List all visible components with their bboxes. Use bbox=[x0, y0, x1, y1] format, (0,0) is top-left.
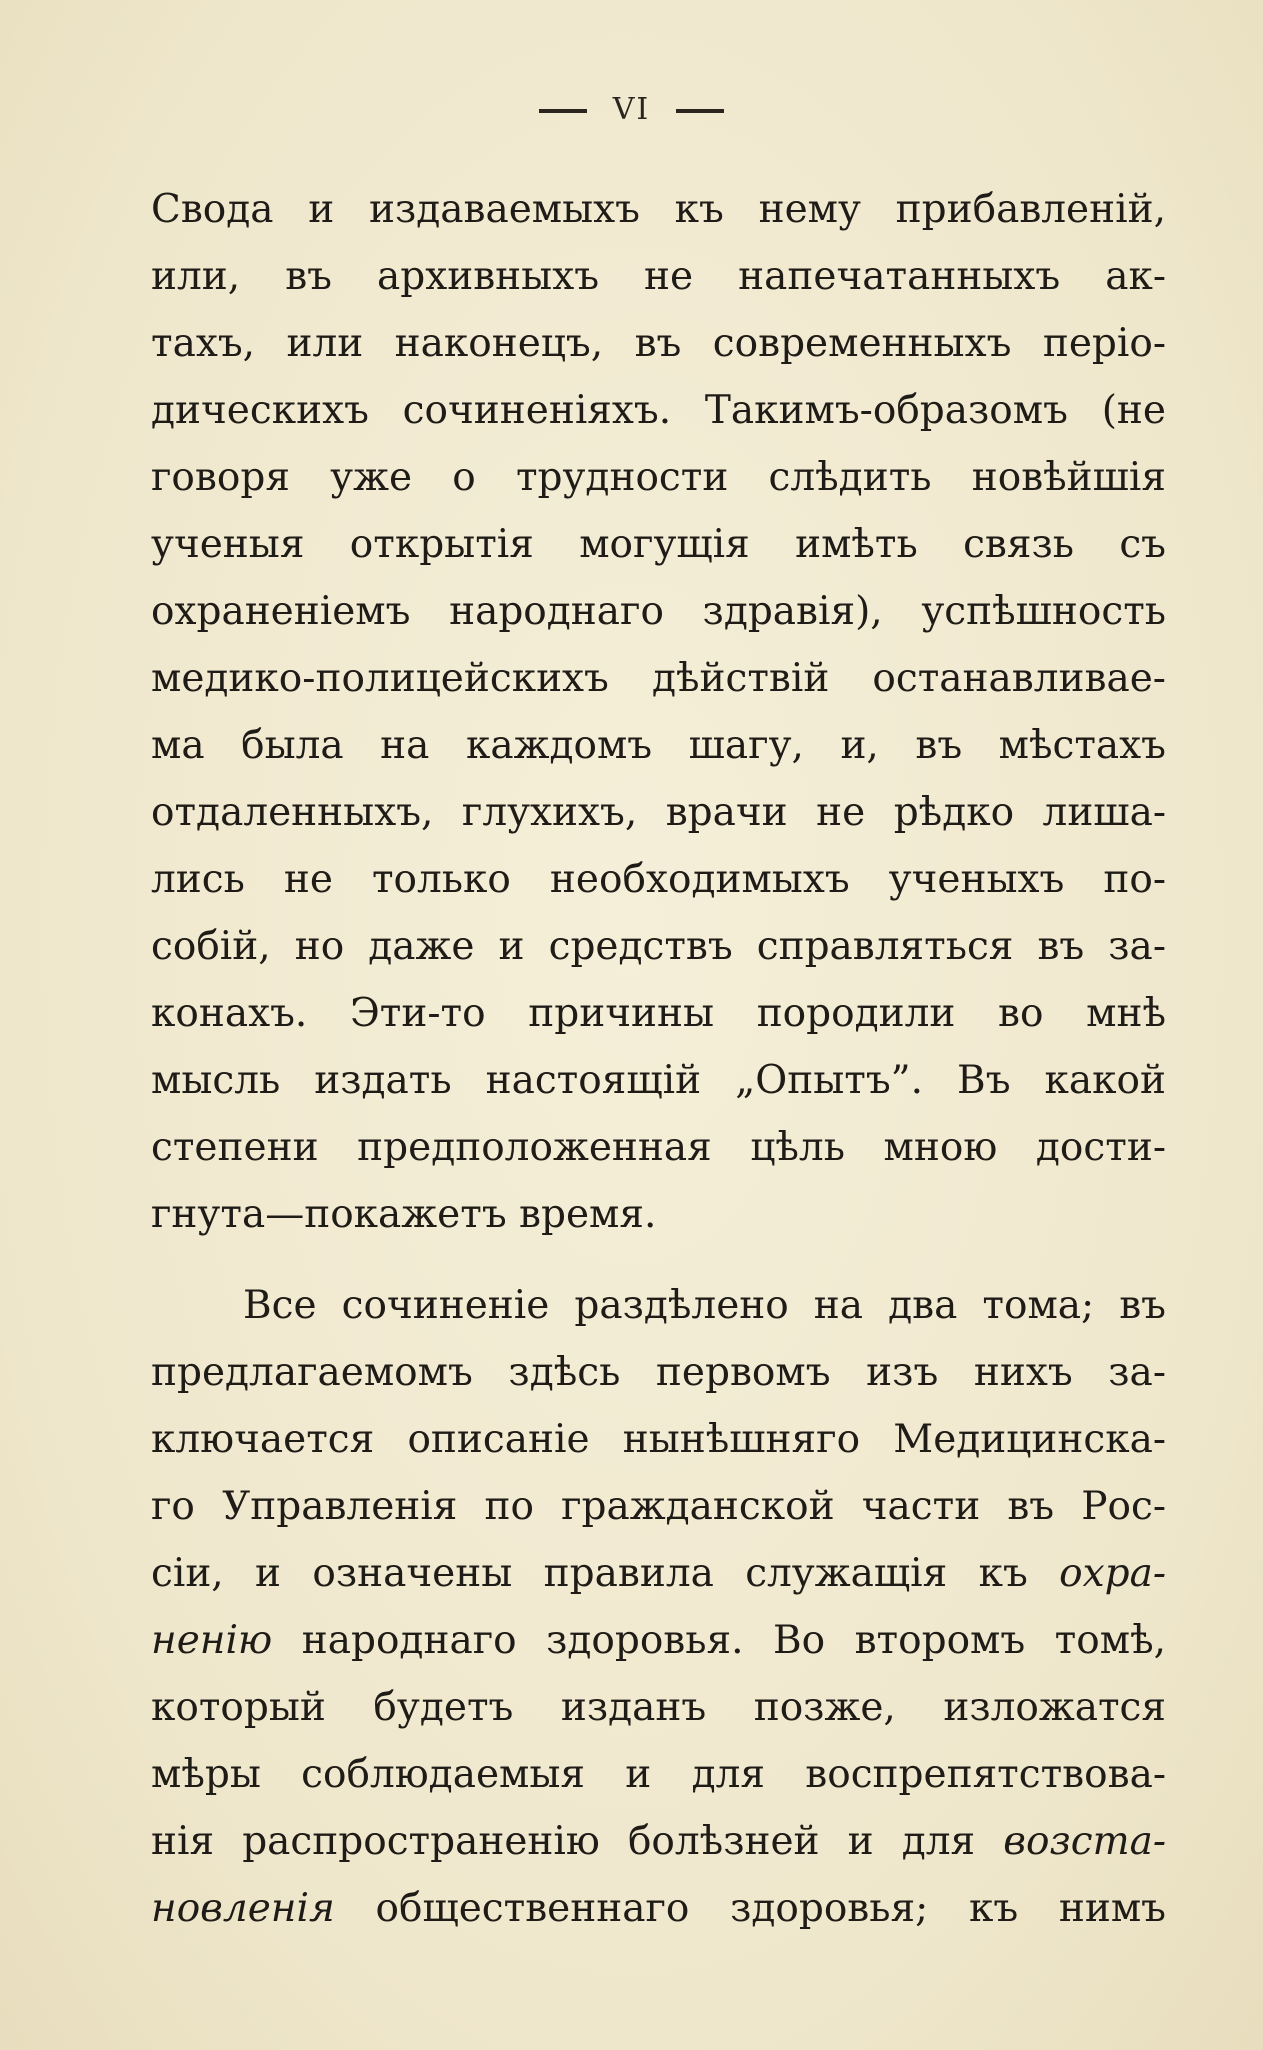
text-line bbox=[151, 1473, 1166, 1540]
italic-text: ненію bbox=[151, 1618, 273, 1663]
text-segment: охраненіемъ народнаго здравія), успѣшность bbox=[151, 589, 1166, 634]
italic-text: охра- bbox=[1059, 1551, 1166, 1596]
text-segment: ма была на каждомъ шагу, и, въ мѣстахъ bbox=[151, 723, 1166, 768]
text-line bbox=[151, 377, 1166, 444]
text-segment: конахъ. Эти-то причины породили во мнѣ bbox=[151, 991, 1166, 1036]
text-segment: Свода и издаваемыхъ къ нему прибавленій, bbox=[151, 187, 1166, 232]
text-segment: тахъ, или наконецъ, въ современныхъ періо- bbox=[151, 321, 1166, 366]
text-segment: мысль издать настоящій „Опытъ”. Въ какой bbox=[151, 1058, 1166, 1103]
paragraph bbox=[151, 1272, 1166, 1942]
paragraph bbox=[151, 176, 1166, 1248]
text-segment: общественнаго здоровья; къ нимъ bbox=[334, 1886, 1166, 1931]
text-line bbox=[151, 913, 1166, 980]
text-line bbox=[151, 846, 1166, 913]
text-segment: го Управленія по гражданской части въ Рос- bbox=[151, 1484, 1166, 1529]
text-line bbox=[151, 1114, 1166, 1181]
text-line bbox=[151, 1808, 1166, 1875]
italic-text: возста- bbox=[1003, 1819, 1166, 1864]
text-line bbox=[151, 1406, 1166, 1473]
text-line bbox=[151, 243, 1166, 310]
text-line bbox=[151, 1047, 1166, 1114]
text-line bbox=[151, 578, 1166, 645]
paragraph-gap bbox=[151, 1248, 1166, 1272]
text-segment: Все сочиненіе раздѣлено на два тома; въ bbox=[243, 1283, 1166, 1328]
text-line bbox=[151, 444, 1166, 511]
italic-text: новленія bbox=[151, 1886, 335, 1931]
text-line bbox=[151, 712, 1166, 779]
text-segment: отдаленныхъ, глухихъ, врачи не рѣдко лиша- bbox=[151, 790, 1166, 835]
text-line bbox=[151, 176, 1166, 243]
text-line bbox=[151, 980, 1166, 1047]
page-body bbox=[151, 176, 1166, 1942]
text-segment: предлагаемомъ здѣсь первомъ изъ нихъ за- bbox=[151, 1350, 1166, 1395]
text-line bbox=[151, 1181, 1166, 1248]
text-line bbox=[151, 645, 1166, 712]
text-segment: медико-полицейскихъ дѣйствій останавливае- bbox=[151, 656, 1166, 701]
text-segment: гнута—покажетъ время. bbox=[151, 1192, 657, 1237]
text-line bbox=[151, 1540, 1166, 1607]
text-segment: лись не только необходимыхъ ученыхъ по- bbox=[151, 857, 1166, 902]
text-line bbox=[151, 1607, 1166, 1674]
text-segment: говоря уже о трудности слѣдить новѣйшія bbox=[151, 455, 1166, 500]
text-line bbox=[151, 1875, 1166, 1942]
text-segment: дическихъ сочиненіяхъ. Такимъ-образомъ (не bbox=[151, 388, 1166, 433]
header-dash-left bbox=[539, 109, 587, 113]
text-line bbox=[151, 1674, 1166, 1741]
text-line bbox=[151, 310, 1166, 377]
header-dash-right bbox=[676, 109, 724, 113]
text-segment: народнаго здоровья. Во второмъ томѣ, bbox=[272, 1618, 1166, 1663]
text-line bbox=[151, 1339, 1166, 1406]
text-segment: сіи, и означены правила служащія къ bbox=[151, 1551, 1060, 1596]
text-line bbox=[151, 1272, 1166, 1339]
page-header bbox=[0, 92, 1263, 127]
page-number: VI bbox=[612, 92, 651, 127]
text-line bbox=[151, 779, 1166, 846]
text-segment: ключается описаніе нынѣшняго Медицинска- bbox=[151, 1417, 1166, 1462]
text-segment: нія распространенію болѣзней и для bbox=[151, 1819, 1004, 1864]
text-segment: степени предположенная цѣль мною дости- bbox=[151, 1125, 1166, 1170]
text-line bbox=[151, 511, 1166, 578]
text-line bbox=[151, 1741, 1166, 1808]
text-segment: или, въ архивныхъ не напечатанныхъ ак- bbox=[151, 254, 1166, 299]
text-segment: ученыя открытія могущія имѣть связь съ bbox=[151, 522, 1166, 567]
text-segment: который будетъ изданъ позже, изложатся bbox=[151, 1685, 1166, 1730]
text-segment: мѣры соблюдаемыя и для воспрепятствова- bbox=[151, 1752, 1166, 1797]
text-segment: собій, но даже и средствъ справляться въ за- bbox=[151, 924, 1166, 969]
